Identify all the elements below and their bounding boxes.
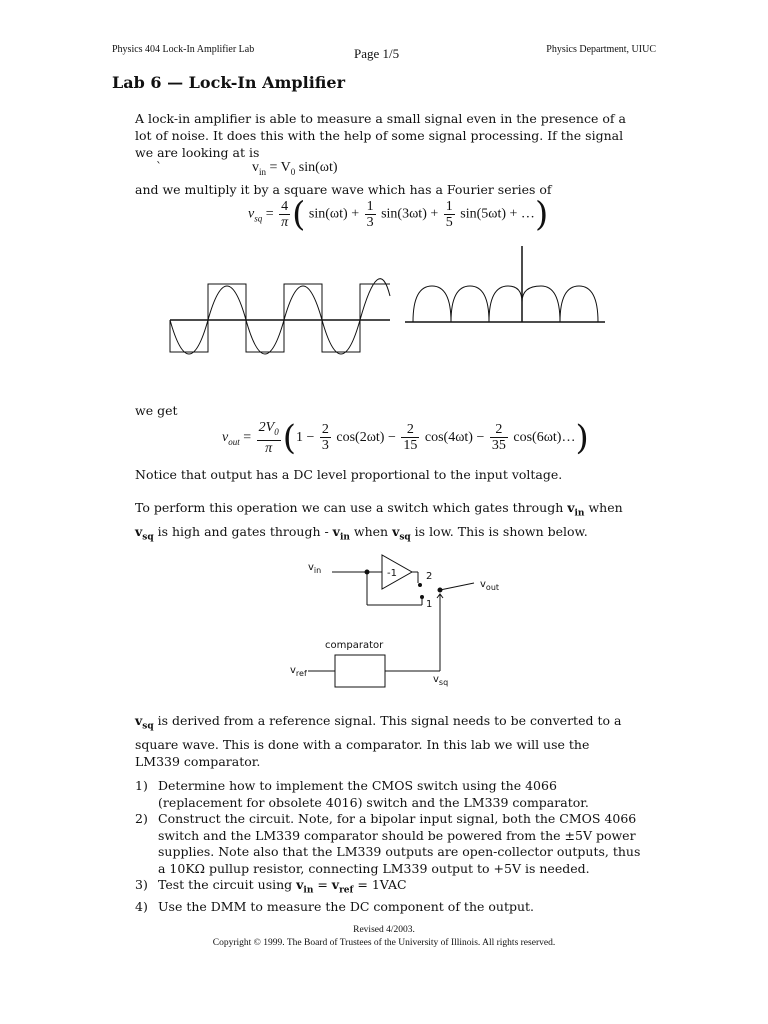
eq-vsq-t1: sin(ωt) + <box>308 206 360 222</box>
intro-paragraph: A lock-in amplifier is able to measure a small signal even in the presence of a lot of noise. It does this with the help of some signal processing. If the signal we are looking at is <box>135 111 626 160</box>
eq-vout-equals: = <box>243 430 252 446</box>
eq-vout-t0: 1 − <box>295 430 315 446</box>
footer-revised: Revised 4/2003. <box>353 925 415 935</box>
paren-open: ( <box>292 194 306 235</box>
step-text: Use the DMM to measure the DC component of the output. <box>158 899 535 914</box>
eq-vin-lhs-sub: in <box>259 166 267 177</box>
vsq-para-v: v <box>135 713 143 728</box>
switch-pos-1: 1 <box>426 599 433 610</box>
footer-copyright: Copyright © 1999. The Board of Trustees of the University of Illinois. All rights reserved. <box>212 938 556 948</box>
eq-vout-coef-den: π <box>265 440 273 456</box>
perform-vsq: v <box>135 523 143 539</box>
comparator-box <box>335 655 385 687</box>
step-text: Determine how to implement the CMOS switch using the 4066 (replacement for obsolete 4016) switch and the LM339 comparator. <box>158 778 589 810</box>
eq-vin-rhs: = V <box>269 160 291 175</box>
notice-text: Notice that output has a DC level proportional to the input voltage. <box>135 467 563 482</box>
perform-vsq-2: v <box>392 523 400 539</box>
eq-vout-f3-num: 2 <box>490 422 508 438</box>
circuit-diagram <box>290 545 520 695</box>
eq-vsq-coef-den: π <box>281 215 289 230</box>
vout-label: $v_{out}$ <box>480 579 500 592</box>
eq-vin-tail: sin(ωt) <box>295 160 338 175</box>
eq-vout-t2: cos(4ωt) − <box>424 430 485 446</box>
eq-vsq-equals: = <box>265 206 274 222</box>
perform-vsq-sub: sq <box>142 532 154 542</box>
eq-vout-f2-den: 15 <box>403 438 418 454</box>
list-item <box>135 778 645 811</box>
eq-vout-t1: cos(2ωt) − <box>336 430 396 446</box>
eq-vout-lhs: v <box>222 430 229 446</box>
list-item <box>135 811 645 877</box>
eq-vsq-f1-den: 3 <box>366 215 374 230</box>
comparator-label: comparator <box>325 640 384 651</box>
rectified-wave-figure <box>405 240 615 340</box>
vsq-paragraph <box>135 712 635 770</box>
eq-vsq-coef <box>279 199 290 230</box>
eq-vsq-t3: sin(5ωt) + … <box>460 206 535 222</box>
eq-vout-coef-num-sub: 0 <box>274 426 279 437</box>
vsq-label: $v_{sq}$ <box>433 674 449 687</box>
we-get-text: we get <box>135 403 178 418</box>
perform-vin: v <box>567 500 575 515</box>
stray-backtick: ` <box>156 160 162 174</box>
eq-vsq-f2-num: 1 <box>445 199 453 214</box>
eq-vout-f1 <box>320 422 331 453</box>
eq-vsq-f1 <box>365 199 376 230</box>
perform-vsq-sub-2: sq <box>399 532 411 542</box>
vin-label: $v_{in}$ <box>308 562 322 575</box>
perform-vin-sub-2: in <box>339 532 350 542</box>
eq-vout-t3: cos(6ωt)… <box>513 430 576 446</box>
eq-vout-f3 <box>490 422 508 453</box>
eq-vsq-sub: sq <box>254 213 263 224</box>
perform-vin-2: v <box>332 523 340 539</box>
switch-pos-2: 2 <box>426 571 433 582</box>
step-number: 2) <box>135 811 148 826</box>
paren-open: ( <box>282 417 296 458</box>
perform-c: is high and gates through - <box>153 523 333 539</box>
equation-vsq <box>248 194 549 235</box>
step-text-tail: = 1VAC <box>353 877 407 892</box>
step-vref-sub: ref <box>339 885 354 896</box>
eq-vsq-f2-den: 5 <box>445 215 453 230</box>
paren-close: ) <box>534 194 549 235</box>
eq-vsq-t2: sin(3ωt) + <box>381 206 439 222</box>
vsq-para-text: is derived from a reference signal. This signal needs to be converted to a square wave. This is done with a comparator. In this lab we will use the LM339 comparator. <box>135 713 622 769</box>
step-vin: v <box>296 877 304 892</box>
step-text: Construct the circuit. Note, for a bipolar input signal, both the CMOS 4066 switch and the LM339 comparator should be powered from the ±5V power supplies. Note also that the LM339 outputs are open-collector outputs, thus a 10KΩ pullup resistor, connecting LM339 output to +5V is needed. <box>158 811 641 876</box>
amp-label: -1 <box>387 568 397 579</box>
eq-vsq-coef-num: 4 <box>279 199 290 215</box>
step-number: 1) <box>135 778 148 793</box>
eq-vout-f1-num: 2 <box>321 422 329 438</box>
rectified-wave <box>413 286 598 322</box>
eq-vout-sub: out <box>228 436 240 447</box>
eq-vout-f2 <box>401 422 419 453</box>
perform-paragraph <box>135 499 635 546</box>
list-item <box>135 877 645 899</box>
perform-b: when <box>584 500 623 515</box>
step-text: Test the circuit using <box>158 877 297 892</box>
header-right: Physics Department, UIUC <box>546 44 656 55</box>
sine-wave <box>170 279 390 354</box>
multiply-text: and we multiply it by a square wave which has a Fourier series of <box>135 182 552 197</box>
step-vin-sub: in <box>303 885 314 896</box>
eq-vout-coef-num: 2V <box>258 420 275 435</box>
equation-vin <box>252 160 338 177</box>
perform-vin-sub: in <box>574 508 585 519</box>
equation-vout <box>222 417 589 458</box>
eq-vout-coef <box>257 420 281 456</box>
eq-vin-rhs-sub: 0 <box>290 166 296 177</box>
page-number: Page 1/5 <box>354 46 400 61</box>
switch-arm <box>440 583 474 590</box>
contact-2 <box>419 584 422 587</box>
perform-d: when <box>349 523 393 539</box>
eq-vsq-f2 <box>444 199 455 230</box>
step-number: 3) <box>135 877 148 892</box>
header-left: Physics 404 Lock-In Amplifier Lab <box>112 44 255 55</box>
perform-a: To perform this operation we can use a switch which gates through <box>135 500 568 515</box>
eq-vout-f2-num: 2 <box>401 422 419 438</box>
list-item <box>135 899 645 916</box>
step-equals: = <box>313 877 332 892</box>
square-wave <box>170 284 390 352</box>
eq-vout-f1-den: 3 <box>321 438 329 454</box>
perform-e: is low. This is shown below. <box>410 523 588 539</box>
vref-label: $v_{ref}$ <box>290 665 307 678</box>
paren-close: ) <box>575 417 589 458</box>
contact-1 <box>421 596 424 599</box>
vsq-para-sub: sq <box>142 721 154 732</box>
switch-pivot <box>438 588 442 592</box>
step-number: 4) <box>135 899 148 914</box>
eq-vsq-f1-num: 1 <box>366 199 374 214</box>
step-vref: v <box>331 877 340 892</box>
eq-vout-f3-den: 35 <box>491 438 506 454</box>
eq-vin-lhs: v <box>252 160 259 175</box>
eq-vsq-lhs: v <box>248 206 255 222</box>
page-title: Lab 6 — Lock-In Amplifier <box>112 73 346 92</box>
procedure-steps <box>135 778 645 916</box>
